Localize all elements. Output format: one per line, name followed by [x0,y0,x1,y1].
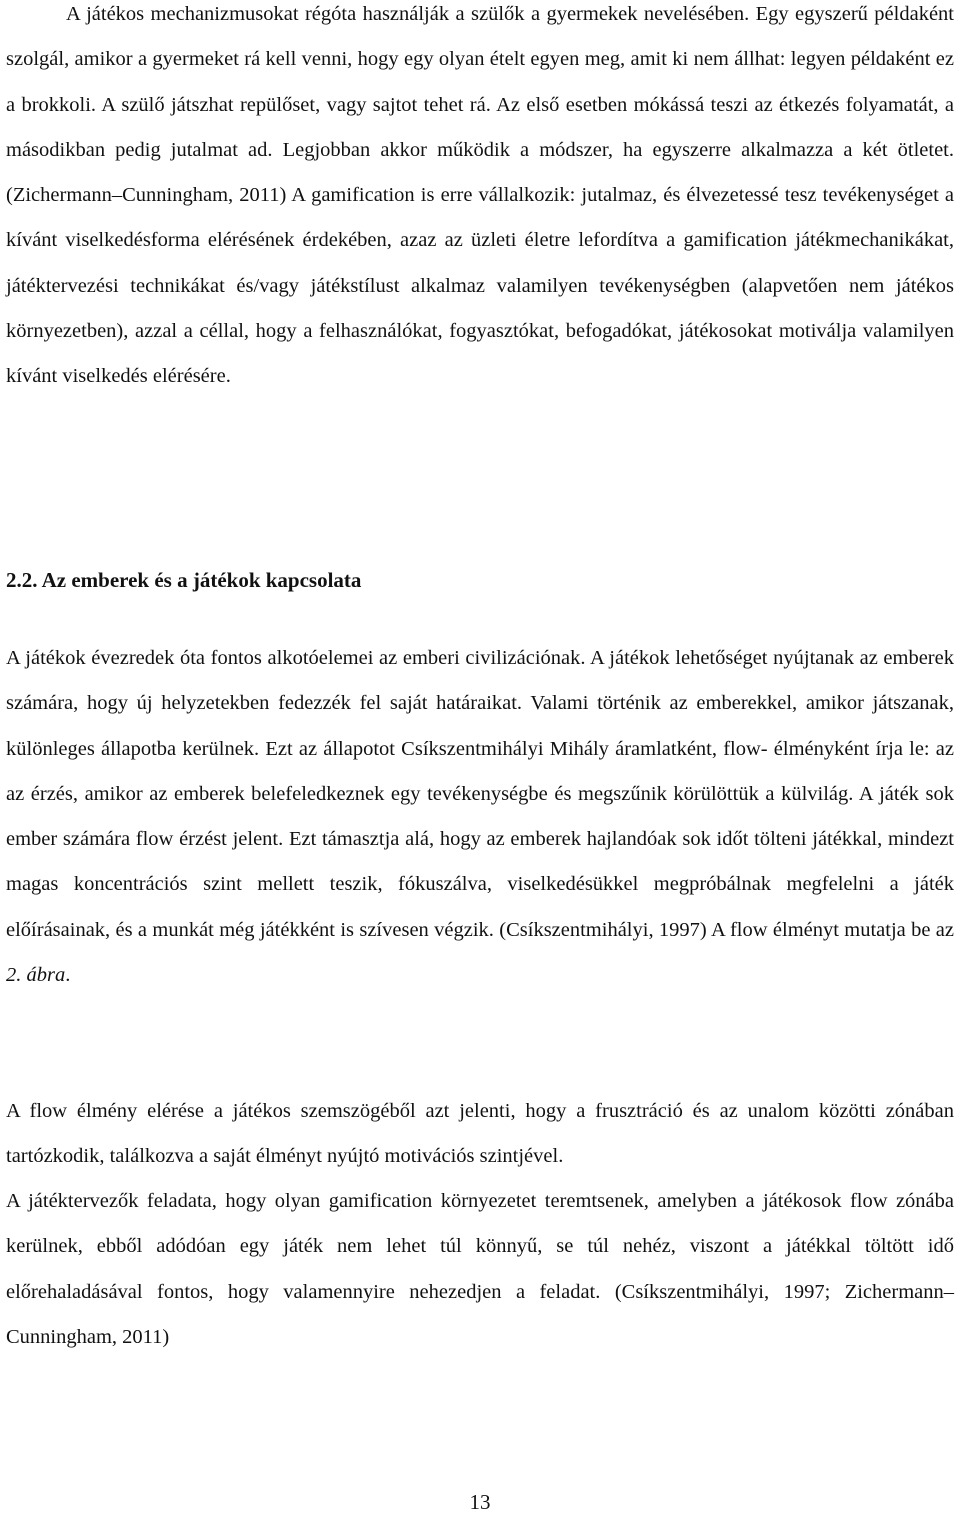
paragraph-flow-experience: A flow élmény elérése a játékos szemszögéből azt jelenti, hogy a frusztráció és az unalom közötti zónában tartózkodik, találkozva a saját élményt nyújtó motivációs szintjével. [6,1100,954,1168]
paragraph-game-designers: A játéktervezők feladata, hogy olyan gamification környezetet teremtsenek, amelyben a játékosok flow zónába kerülnek, ebből adódóan egy játék nem lehet túl könnyű, se túl nehéz, viszont a játékkal töltött idő előrehaladásával fontos, hogy valamennyire nehezedjen a feladat. (Csíkszentmihályi, 1997; Zichermann–Cunningham, 2011) [6,1190,954,1348]
section-heading: 2.2. Az emberek és a játékok kapcsolata [6,568,362,592]
paragraph-text: A játékok évezredek óta fontos alkotóelemei az emberi civilizációnak. A játékok lehetőséget nyújtanak az emberek számára, hogy új helyzetekben fedezzék fel saját határaikat. Valami történik az emberekkel, amikor játszanak, különleges állapotba kerülnek. Ezt az állapotot Csíkszentmihályi Mihály áramlatként, flow- élményként írja le: az az érzés, amikor az emberek belefeledkeznek egy tevékenységbe és megszűnik körülöttük a külvilág. A játék sok ember számára flow érzést jelent. Ezt támasztja alá, hogy az emberek hajlandóak sok időt tölteni játékkal, mindezt magas koncentrációs szint mellett teszik, fókuszálva, viselkedésükkel megpróbálnak megfelelni a játék előírásainak, és a munkát még játékként is szívesen végzik. (Csíkszentmihályi, 1997) A flow élményt mutatja be az [6,647,954,941]
page-number: 13 [469,1490,491,1514]
paragraph-games-and-people [6,636,954,998]
figure-reference: 2. ábra [6,964,66,987]
paragraph-text-end: . [65,964,71,987]
paragraph-gamification-intro: A játékos mechanizmusokat régóta használják a szülők a gyermekek nevelésében. Egy egyszerű példaként szolgál, amikor a gyermeket rá kell venni, hogy egy olyan ételt egyen meg, amit ki nem állhat: legyen példaként ez a brokkoli. A szülő játszhat repülőset, vagy sajtot tehet rá. Az első esetben mókássá teszi az étkezés folyamatát, a másodikban pedig jutalmat ad. Legjobban akkor működik a módszer, ha egyszerre alkalmazza a két ötletet. (Zichermann–Cunningham, 2011) A gamification is erre vállalkozik: jutalmaz, és élvezetessé tesz tevékenységet a kívánt viselkedésforma elérésének érdekében, azaz az üzleti életre lefordítva a gamification játékmechanikákat, játéktervezési technikákat és/vagy játékstílust alkalmaz valamilyen tevékenységben (alapvetően nem játékos környezetben), azzal a céllal, hogy a felhasználókat, fogyasztókat, befogadókat, játékosokat motiválja valamilyen kívánt viselkedés elérésére. [6,3,954,388]
